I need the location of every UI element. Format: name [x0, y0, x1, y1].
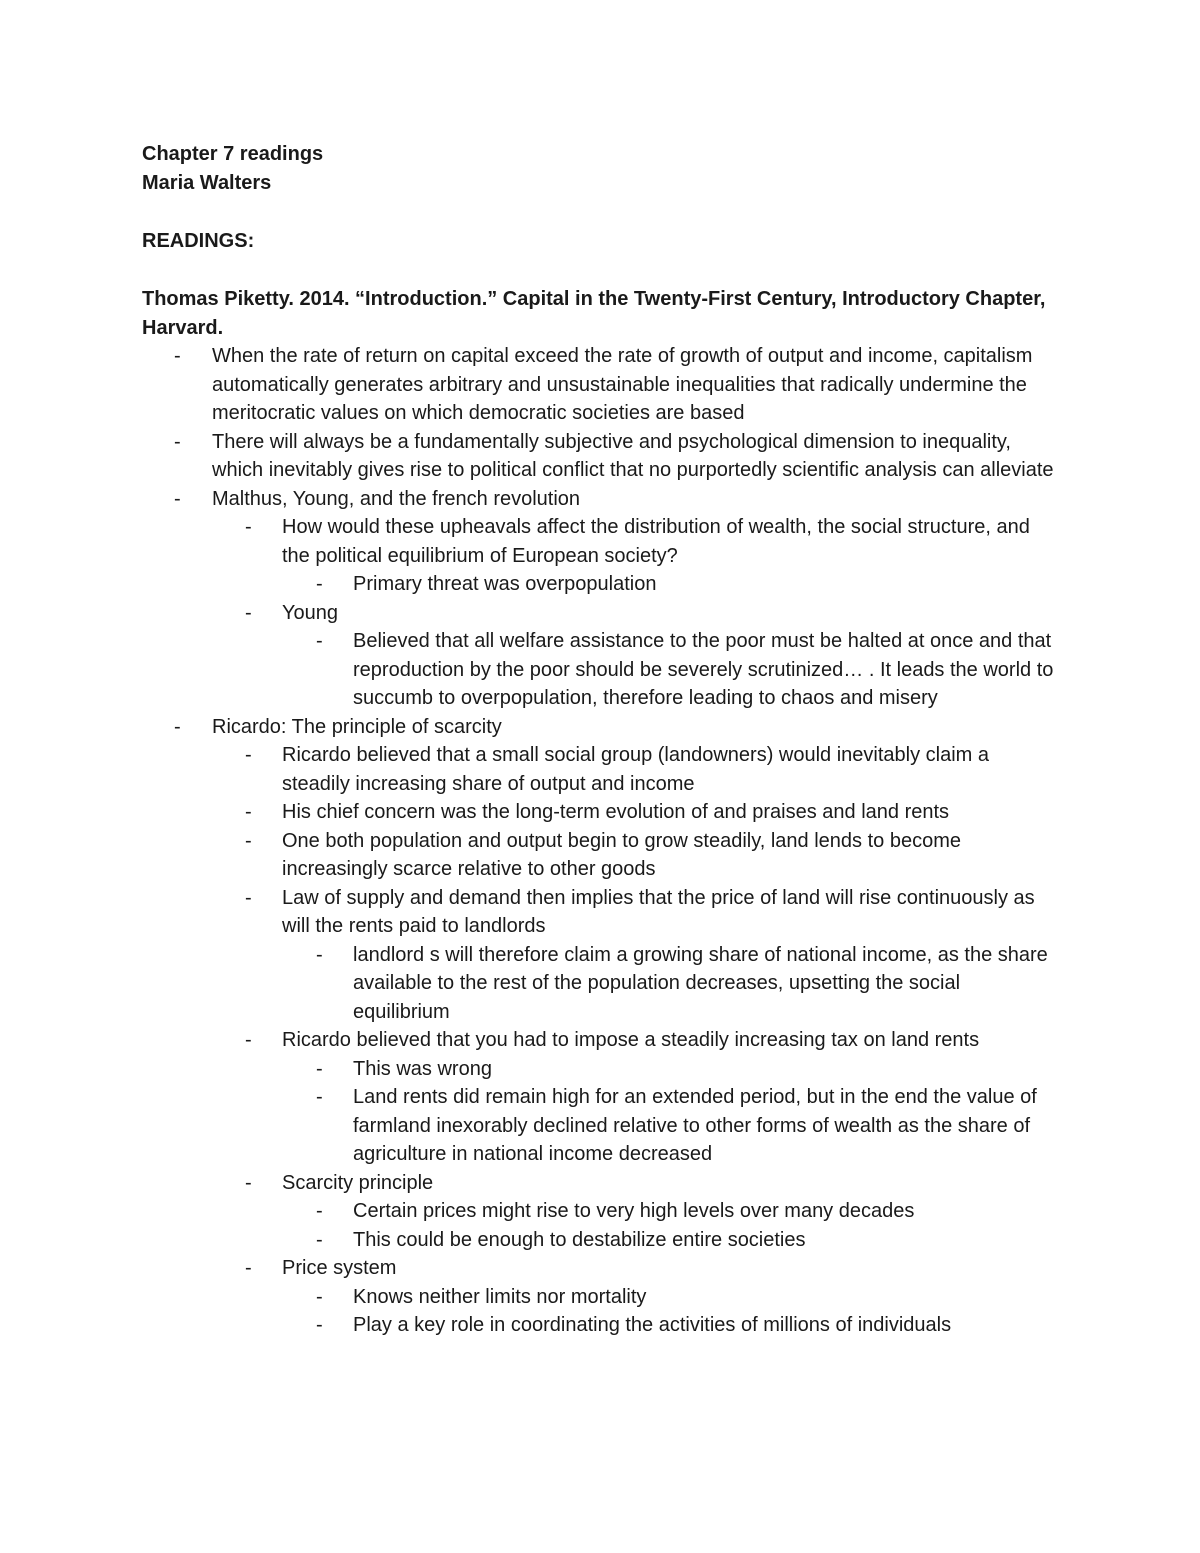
bullet-dash: -	[245, 801, 252, 823]
list-item-text: Young	[282, 601, 338, 624]
bullet-dash: -	[174, 487, 181, 510]
list-item-text: Ricardo believed that a small social group (landowners) would inevitably claim a steadily increasing share of output and income	[282, 744, 990, 795]
bullet-dash: -	[316, 1314, 323, 1336]
list-item-text: Ricardo: The principle of scarcity	[212, 715, 502, 738]
bullet-dash: -	[174, 715, 181, 738]
list-item-text: Play a key role in coordinating the activities of millions of individuals	[353, 1314, 952, 1336]
list-item	[142, 342, 1062, 428]
list-item	[142, 741, 1062, 798]
list-item	[142, 1254, 1062, 1283]
bullet-dash: -	[316, 1228, 323, 1251]
bullet-dash: -	[245, 829, 252, 852]
list-item-text: Knows neither limits nor mortality	[353, 1285, 647, 1308]
bullet-dash: -	[245, 1171, 252, 1194]
list-item-text: Land rents did remain high for an extended period, but in the end the value of farmland inexorably declined relative to other forms of wealth as the share of agriculture in national income decreased	[353, 1086, 1037, 1165]
bullet-dash: -	[245, 516, 252, 538]
list-item-text: This could be enough to destabilize entire societies	[353, 1228, 806, 1251]
bullet-dash: -	[245, 1029, 252, 1051]
spacer	[142, 256, 1062, 285]
list-item	[142, 1083, 1062, 1169]
bullet-dash: -	[316, 630, 323, 652]
list-item-text: Believed that all welfare assistance to the poor must be halted at once and that reproduction by the poor should be severely scrutinized… . It leads the world to succumb to overpopulation, therefore leading to chaos and misery	[353, 630, 1054, 709]
list-item	[142, 827, 1062, 884]
bullet-dash: -	[316, 573, 323, 595]
author-name: Maria Walters	[142, 172, 272, 194]
list-item	[142, 1311, 1062, 1340]
bullet-dash: -	[245, 601, 252, 624]
list-item-text: His chief concern was the long-term evolution of and praises and land rents	[282, 801, 950, 823]
bullet-dash: -	[316, 1285, 323, 1308]
list-item	[142, 627, 1062, 713]
list-item	[142, 1283, 1062, 1312]
reading-citation: Thomas Piketty. 2014. “Introduction.” Capital in the Twenty-First Century, Introductory Chapter, Harvard.	[142, 288, 1046, 339]
bullet-dash: -	[245, 1257, 252, 1279]
bullet-dash: -	[316, 1086, 323, 1108]
list-item	[142, 884, 1062, 941]
bullet-dash: -	[174, 345, 181, 367]
list-item	[142, 485, 1062, 514]
list-item	[142, 798, 1062, 827]
bullet-dash: -	[174, 430, 181, 453]
list-item-text: Primary threat was overpopulation	[353, 573, 657, 595]
list-item	[142, 941, 1062, 1027]
bullet-dash: -	[245, 886, 252, 909]
section-heading: READINGS:	[142, 230, 255, 252]
list-item-text: How would these upheavals affect the distribution of wealth, the social structure, and the political equilibrium of European society?	[282, 516, 1030, 567]
document-title: Chapter 7 readings	[142, 143, 324, 165]
bullet-dash: -	[316, 943, 323, 966]
list-item	[142, 1197, 1062, 1226]
list-item	[142, 1226, 1062, 1255]
list-item	[142, 599, 1062, 628]
list-item-text: When the rate of return on capital exceed the rate of growth of output and income, capitalism automatically generates arbitrary and unsustainable inequalities that radically undermine the meritocratic values on which democratic societies are based	[212, 345, 1033, 424]
notes-list	[142, 342, 1062, 1340]
list-item	[142, 1055, 1062, 1084]
list-item-text: This was wrong	[353, 1057, 492, 1080]
list-item-text: Price system	[282, 1257, 397, 1279]
spacer	[142, 198, 1062, 227]
list-item-text: Ricardo believed that you had to impose a steadily increasing tax on land rents	[282, 1029, 980, 1051]
bullet-dash: -	[316, 1057, 323, 1080]
list-item-text: landlord s will therefore claim a growing share of national income, as the share available to the rest of the population decreases, upsetting the social equilibrium	[353, 943, 1048, 1023]
list-item-text: Law of supply and demand then implies that the price of land will rise continuously as will the rents paid to landlords	[282, 886, 1035, 937]
list-item	[142, 428, 1062, 485]
list-item	[142, 1169, 1062, 1198]
list-item-text: Scarcity principle	[282, 1171, 434, 1194]
list-item	[142, 1026, 1062, 1055]
list-item-text: Malthus, Young, and the french revolution	[212, 487, 581, 510]
list-item-text: There will always be a fundamentally subjective and psychological dimension to inequality, which inevitably gives rise to political conflict that no purportedly scientific analysis can alleviate	[212, 430, 1054, 481]
list-item	[142, 513, 1062, 570]
bullet-dash: -	[245, 744, 252, 766]
list-item-text: One both population and output begin to grow steadily, land lends to become increasingly scarce relative to other goods	[282, 829, 961, 880]
document-content	[142, 140, 1062, 1340]
bullet-dash: -	[316, 1200, 323, 1222]
list-item	[142, 713, 1062, 742]
list-item-text: Certain prices might rise to very high levels over many decades	[353, 1200, 915, 1222]
list-item	[142, 570, 1062, 599]
